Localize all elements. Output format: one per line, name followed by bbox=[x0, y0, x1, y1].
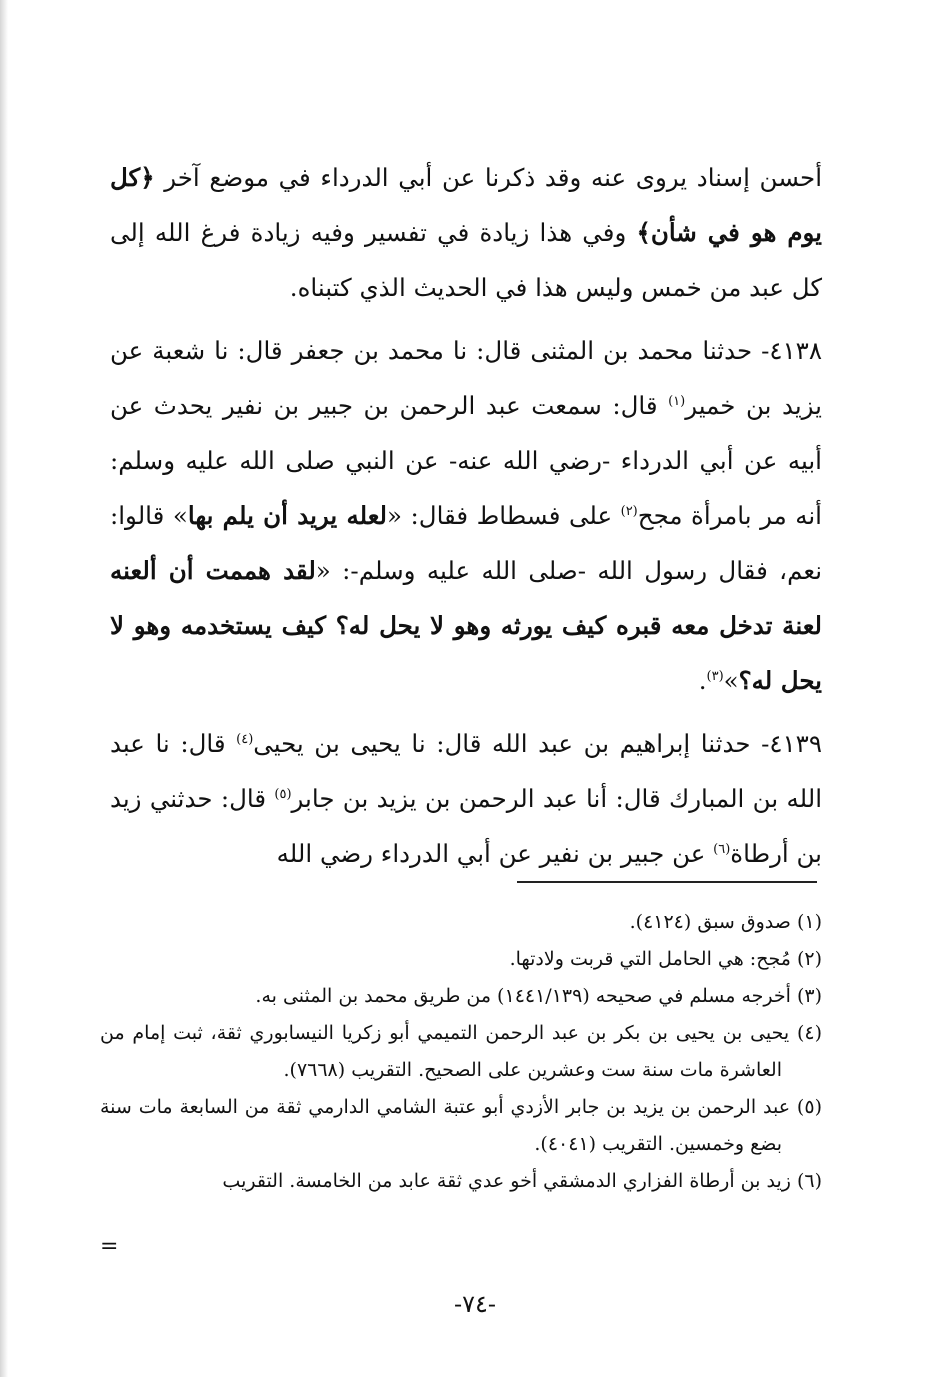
footnote-2: (٢) مُجح: هي الحامل التي قربت ولادتها. bbox=[509, 948, 822, 970]
footnote-6: (٦) زيد بن أرطاة الفزاري الدمشقي أخو عدي ثقة عابد من الخامسة. التقريب bbox=[222, 1170, 822, 1192]
continuation-mark: = bbox=[100, 1234, 119, 1259]
text-segment: ٤١٣٩- حدثنا إبراهيم بن عبد الله قال: نا يحيى بن يحيى bbox=[253, 729, 822, 758]
footnote-ref: (٤) bbox=[236, 731, 254, 747]
text-segment: قال: سمعت عبد الرحمن بن جبير بن نفير يحدث عن أبيه عن أبي الدرداء -رضي الله عنه- عن النبي صلى الله عليه وسلم: أنه مر بامرأة مجح bbox=[110, 391, 822, 530]
hadith-4138 bbox=[110, 323, 822, 708]
footnotes bbox=[100, 904, 822, 1200]
footnote-ref: (٣) bbox=[706, 668, 724, 684]
text-segment: عن جبير بن نفير عن أبي الدرداء رضي الله bbox=[276, 839, 714, 868]
footnote-ref: (٦) bbox=[713, 841, 731, 857]
footnote-divider bbox=[517, 881, 817, 883]
page-edge-shadow bbox=[0, 0, 8, 1377]
footnote-4: (٤) يحيى بن يحيى بن بكر بن عبد الرحمن التميمي أبو زكريا النيسابوري ثقة، ثبت إمام من العاشرة مات سنة ست وعشرين على الصحيح. التقريب (٧٦٦٨). bbox=[100, 1022, 822, 1081]
text-segment: » bbox=[723, 666, 739, 695]
text-segment: » قالوا: نعم، فقال رسول الله -صلى الله عليه وسلم-: « bbox=[110, 501, 823, 585]
main-text bbox=[110, 150, 822, 889]
text-segment: على فسطاط فقال: « bbox=[387, 501, 621, 530]
footnote-ref: (١) bbox=[668, 393, 686, 409]
footnote-1: (١) صدوق سبق (٤١٢٤). bbox=[629, 911, 822, 933]
hadith-4139 bbox=[110, 716, 822, 881]
footnote-3: (٣) أخرجه مسلم في صحيحه (١٤٤١/١٣٩) من طريق محمد بن المثنى به. bbox=[255, 985, 822, 1007]
footnote-ref: (٥) bbox=[274, 786, 292, 802]
text-segment: . bbox=[698, 666, 707, 695]
quran-quote: ﴿كل يوم هو في شأن﴾ bbox=[110, 163, 822, 247]
text-segment: وفي هذا زيادة في تفسير وفيه زيادة فرغ الله إلى كل عبد من خمس وليس هذا في الحديث الذي كتبناه. bbox=[110, 218, 822, 302]
text-segment: قال: نا عبد الله بن المبارك قال: أنا عبد الرحمن بن يزيد بن جابر bbox=[110, 729, 823, 813]
hadith-quote: لعله يريد أن يلم بها bbox=[187, 501, 388, 530]
page-number: -٧٤- bbox=[454, 1290, 496, 1318]
paragraph-1 bbox=[110, 150, 822, 315]
text-segment: أحسن إسناد يروى عنه وقد ذكرنا عن أبي الدرداء في موضع آخر bbox=[154, 163, 822, 192]
text-segment: ٤١٣٨- حدثنا محمد بن المثنى قال: نا محمد بن جعفر قال: نا شعبة عن يزيد بن خمير bbox=[110, 336, 823, 420]
footnote-ref: (٢) bbox=[620, 503, 638, 519]
footnote-5: (٥) عبد الرحمن بن يزيد بن جابر الأزدي أبو عتبة الشامي الدارمي ثقة من السابعة مات سنة بضع وخمسين. التقريب (٤٠٤١). bbox=[100, 1096, 822, 1155]
text-segment: قال: حدثني زيد بن أرطاة bbox=[110, 784, 822, 868]
hadith-quote: لقد هممت أن ألعنه لعنة تدخل معه قبره كيف يورثه وهو لا يحل له؟ كيف يستخدمه وهو لا يحل له؟ bbox=[110, 556, 822, 695]
